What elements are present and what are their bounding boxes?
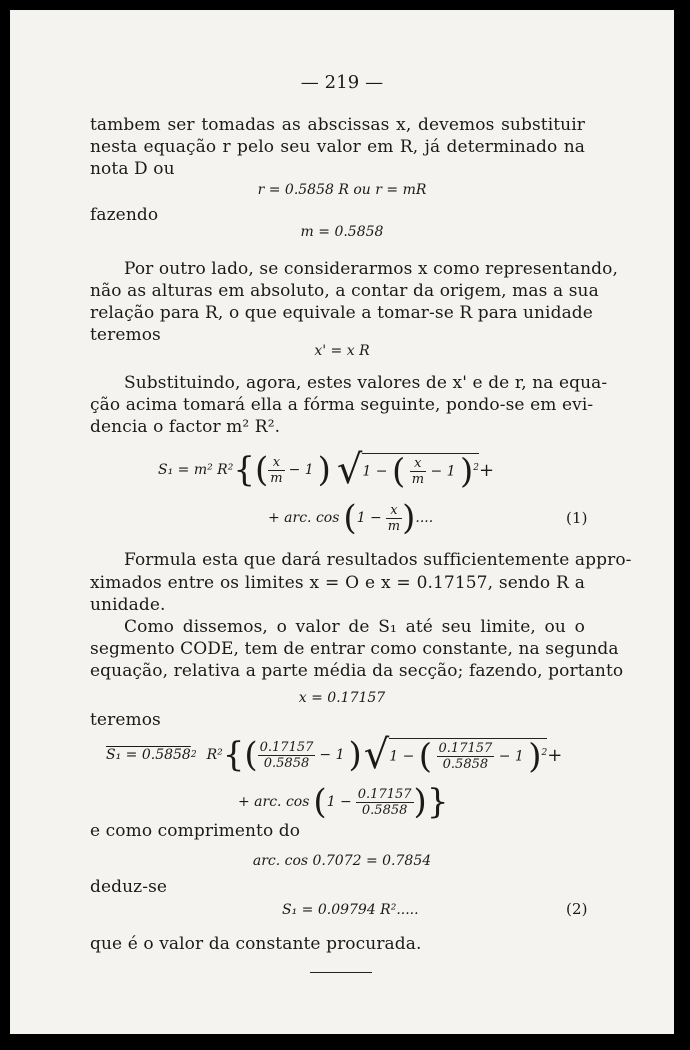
equation-arc-cos: arc. cos 0.7072 = 0.7854: [252, 853, 432, 869]
equation-label-1: (1): [566, 509, 588, 527]
radicand: 1 − ( $\frac{x}{m}$ − 1 )$^2$: [362, 451, 480, 492]
text-line: unidade.: [90, 595, 166, 615]
fraction-x-over-m: $\frac{x}{m}$: [270, 454, 283, 486]
text-line: ximados entre os limites x = O e x = 0.17157, sendo R a: [90, 573, 585, 593]
book-page: [10, 10, 674, 1034]
text-line: equação, relativa a parte média da secção; fazendo, portanto: [90, 661, 624, 681]
text-line: ção acima tomará ella a fórma seguinte, pondo-se em evi-: [90, 395, 594, 415]
equation-m: m = 0.5858: [300, 224, 384, 240]
paren-open: (: [254, 450, 269, 490]
text-line: que é o valor da constante procurada.: [90, 934, 422, 954]
equation-x-prime: x' = x R: [314, 343, 370, 359]
equation-label-2: (2): [566, 900, 588, 918]
text-line: e como comprimento do: [90, 821, 301, 841]
text-line: Por outro lado, se considerarmos x como representando,: [124, 259, 618, 279]
equation-x-value: x = 0.17157: [298, 690, 386, 706]
equation-1-line-1: S₁ = m² R² { ( $\frac{x}{m}$ − 1 ) √ 1 − ( $\frac{x}{m}$ − 1 )$^2$ +: [158, 447, 495, 493]
text-line: Formula esta que dará resultados sufficientemente appro-: [124, 550, 632, 570]
text-line: relação para R, o que equivale a tomar-se R para unidade: [90, 303, 593, 323]
brace-open: {: [233, 450, 255, 490]
radicand: 1 − ( $\frac{0.17157}{0.5858}$ − 1 )$^2$: [389, 736, 548, 777]
sqrt-sign: √: [336, 447, 363, 493]
end-rule: [310, 972, 372, 973]
text-line: não as alturas em absoluto, a contar da origem, mas a sua: [90, 281, 599, 301]
eq1-lhs: S₁ = m² R²: [158, 462, 234, 478]
equation-1-line-2: + arc. cos ( 1 − $\frac{x}{m}$ ) ....: [268, 498, 434, 538]
text-line: nesta equação r pelo seu valor em R, já determinado na: [90, 137, 585, 157]
equation-2: S₁ = 0.09794 R².....: [282, 902, 419, 918]
equation-r: r = 0.5858 R ou r = mR: [257, 182, 427, 198]
text-line: Como dissemos, o valor de S₁ até seu limite, ou o: [124, 617, 585, 637]
text-line: teremos: [90, 710, 161, 730]
equation-2-line-2: + arc. cos ( 1 − $\frac{0.17157}{0.5858}$ ) }: [238, 782, 449, 822]
text-line: tambem ser tomadas as abscissas x, devemos substituir: [90, 115, 585, 135]
text-line: dencia o factor m² R².: [90, 417, 281, 437]
text-line: nota D ou: [90, 159, 175, 179]
text-line: teremos: [90, 325, 161, 345]
paren-close: ): [317, 450, 331, 490]
text-line: Substituindo, agora, estes valores de x' e de r, na equa-: [124, 373, 608, 393]
sqrt-sign: √: [363, 732, 390, 778]
text-line: deduz-se: [90, 877, 168, 897]
text-line: fazendo: [90, 205, 159, 225]
page-number: — 219 —: [300, 72, 384, 93]
text-line: segmento CODE, tem de entrar como constante, na segunda: [90, 639, 619, 659]
equation-2-line-1: S₁ = 0.5858 2 R² { ( $\frac{0.17157}{0.5858}$ − 1 ) √ 1 − ( $\frac{0.17157}{0.5858}$ − 1 )$^2$ +: [106, 732, 563, 778]
